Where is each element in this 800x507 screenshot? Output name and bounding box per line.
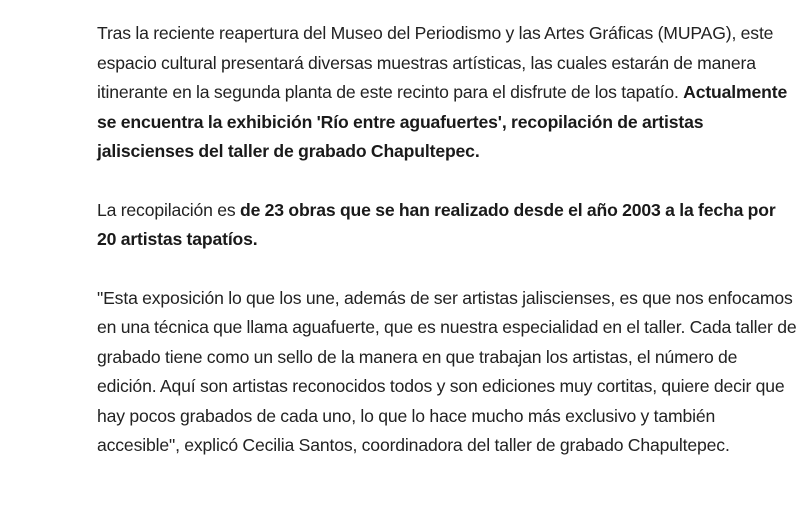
paragraph-collection-text: La recopilación es [97,199,240,220]
paragraph-quote-text: "Esta exposición lo que los une, además de ser artistas jaliscienses, es que nos enfocamos en una técnica que llama aguafuerte, que es nuestra especialidad en el taller. Cada taller de grabado tiene como un sello de la manera en que trabajan los artistas, el número de edición. Aquí son artistas reconocidos todos y son ediciones muy cortitas, quiere decir que hay pocos grabados de cada uno, lo que lo hace mucho más exclusivo y también accesible", explicó Cecilia Santos, coordinadora del taller de grabado Chapultepec. [97,287,797,455]
article-body [97,19,797,461]
paragraph-collection [97,196,797,255]
paragraph-collection-highlight: de 23 obras que se han realizado desde el año 2003 a la fecha por 20 artistas tapatíos. [97,199,776,249]
paragraph-intro-text: Tras la reciente reapertura del Museo del Periodismo y las Artes Gráficas (MUPAG), este espacio cultural presentará diversas muestras artísticas, las cuales estarán de manera itinerante en la segunda planta de este recinto para el disfrute de los tapatío. [97,23,774,102]
paragraph-intro [97,19,797,167]
paragraph-quote [97,284,797,461]
paragraph-intro-highlight: Actualmente se encuentra la exhibición 'Río entre aguafuertes', recopilación de artistas jaliscienses del taller de grabado Chapultepec. [97,82,788,161]
